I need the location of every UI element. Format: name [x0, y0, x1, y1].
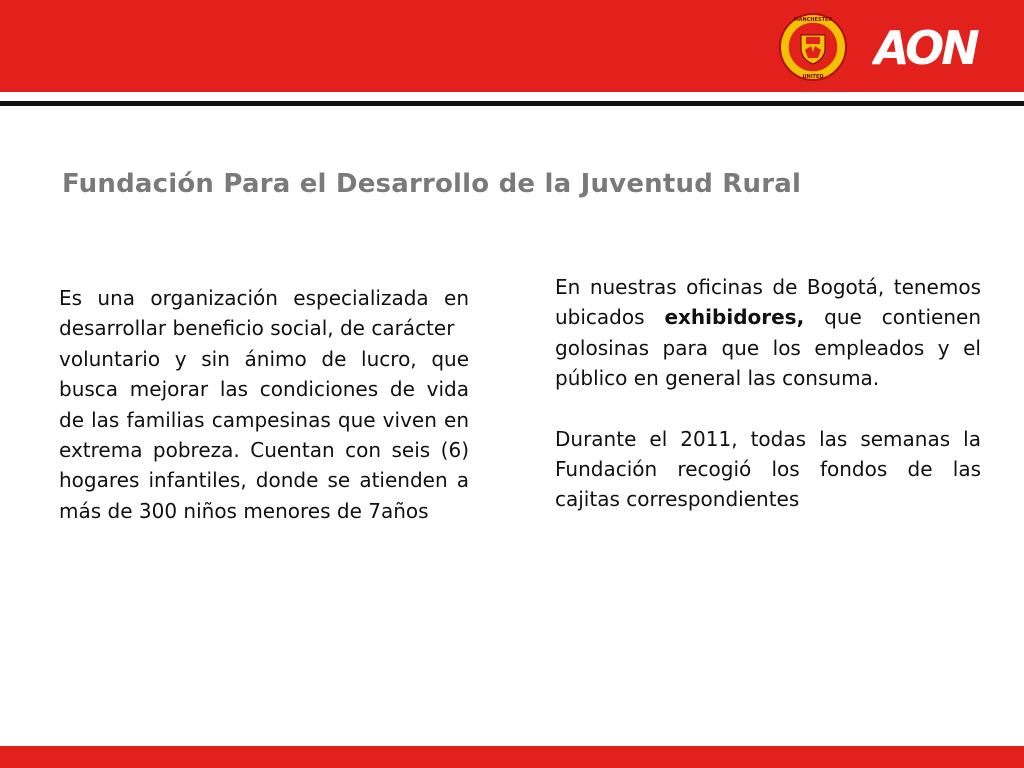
svg-text:MANCHESTER: MANCHESTER: [793, 17, 833, 23]
exhibidores-bold-text: exhibidores,: [664, 305, 805, 330]
header-separator-black: [0, 101, 1024, 106]
right-text-column: [555, 272, 981, 515]
footer-bar: [0, 746, 1024, 768]
slide-title: Fundación Para el Desarrollo de la Juventud Rural: [62, 169, 802, 199]
left-text-column: [59, 283, 469, 526]
right-paragraph-2: Durante el 2011, todas las semanas la Fundación recogió los fondos de las cajitas correspondientes: [555, 426, 981, 512]
aon-logo-icon: [872, 20, 982, 70]
right-paragraph-1-text-end: que contienen golosinas para que los empleados y el público en general las consuma.: [555, 305, 981, 391]
manchester-united-crest-icon: [778, 12, 848, 82]
svg-text:AON: AON: [874, 21, 977, 70]
right-paragraph-1-text: En nuestras oficinas de Bogotá, tenemos ubicados: [555, 275, 981, 330]
left-paragraph-line2: voluntario y sin ánimo de lucro, que busca mejorar las condiciones de vida de las familias campesinas que viven en extrema pobreza. Cuentan con seis (6) hogares infantiles, donde se atienden a más de 300 niños menores de 7años: [59, 346, 469, 523]
header-bar: [0, 0, 1024, 92]
header-separator-white: [0, 92, 1024, 101]
left-paragraph-line1: Es una organización especializada en desarrollar beneficio social, de carácter: [59, 286, 469, 341]
svg-text:UNITED: UNITED: [802, 74, 824, 80]
right-paragraph-1: [555, 272, 981, 394]
